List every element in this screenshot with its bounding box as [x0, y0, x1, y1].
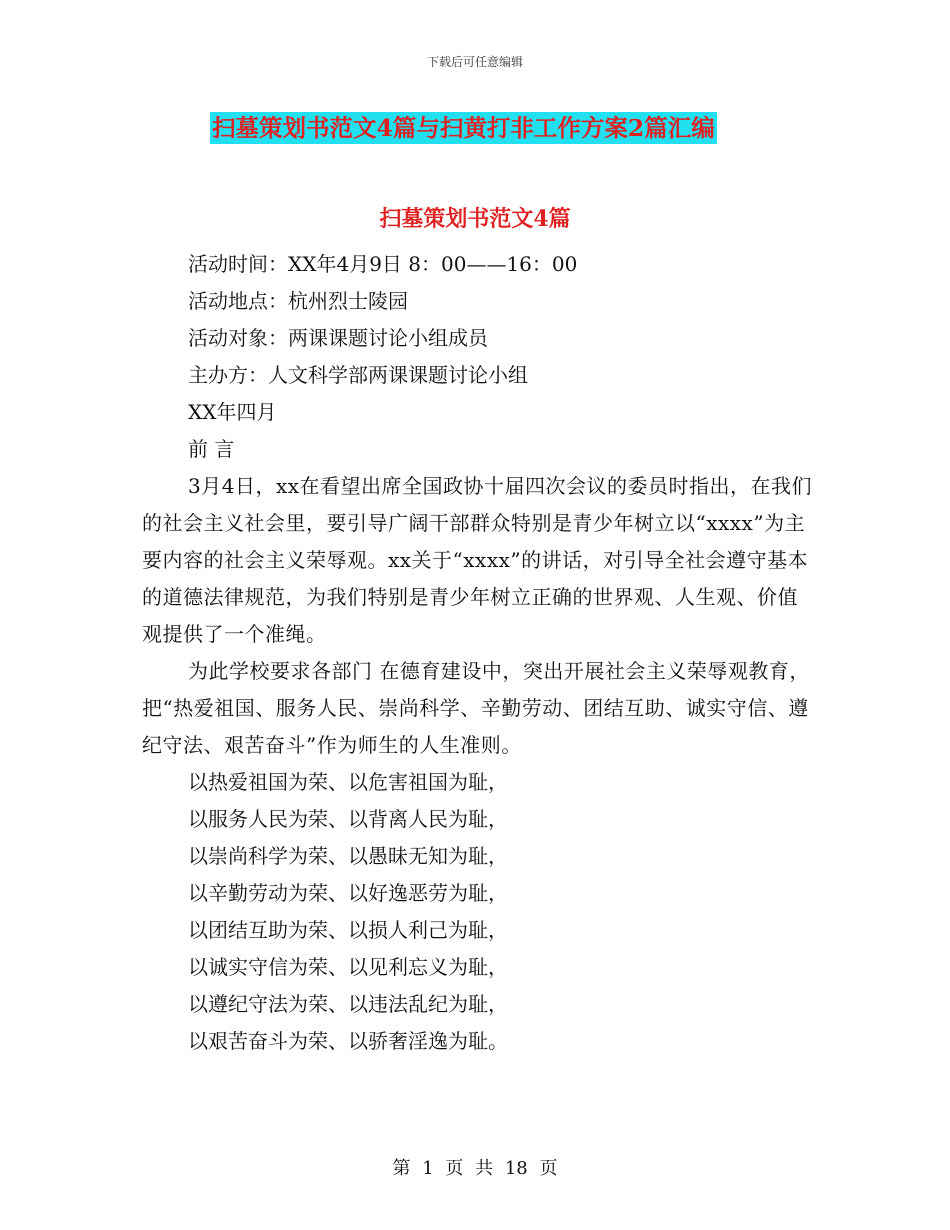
- page-footer: 第 1 页 共 18 页: [392, 1158, 558, 1179]
- honor-line: 以服务人民为荣、以背离人民为耻，: [188, 807, 508, 831]
- main-title: 扫墓策划书范文4篇与扫黄打非工作方案2篇汇编: [212, 114, 715, 142]
- info-line-time: 活动时间：XX年4月9日 8：00——16：00: [188, 252, 578, 276]
- preface-heading: 前 言: [188, 437, 235, 461]
- section-title: 扫墓策划书范文4篇: [379, 206, 571, 232]
- document-body: [142, 246, 812, 1060]
- info-line-organizer: 主办方：人文科学部两课课题讨论小组: [188, 363, 528, 387]
- info-line-date: XX年四月: [188, 400, 277, 424]
- honor-line: 以诚实守信为荣、以见利忘义为耻，: [188, 955, 508, 979]
- honor-line: 以遵纪守法为荣、以违法乱纪为耻，: [188, 992, 508, 1016]
- honor-line: 以团结互助为荣、以损人利己为耻，: [188, 918, 508, 942]
- paragraph: 为此学校要求各部门 在德育建设中，突出开展社会主义荣辱观教育，把“热爱祖国、服务人民、崇尚科学、辛勤劳动、团结互助、诚实守信、遵纪守法、艰苦奋斗”作为师生的人生准则。: [142, 659, 810, 757]
- honor-line: 以崇尚科学为荣、以愚昧无知为耻，: [188, 844, 508, 868]
- header-note: 下载后可任意编辑: [426, 55, 523, 69]
- paragraph: 3月4日，xx在看望出席全国政协十届四次会议的委员时指出，在我们的社会主义社会里，要引导广阔干部群众特别是青少年树立以“xxxx”为主要内容的社会主义荣辱观。xx关于“xxxx”的讲话，对引导全社会遵守基本的道德法律规范，为我们特别是青少年树立正确的世界观、人生观、价值观提供了一个准绳。: [142, 474, 813, 646]
- info-line-place: 活动地点：杭州烈士陵园: [188, 289, 408, 313]
- info-line-audience: 活动对象：两课课题讨论小组成员: [188, 326, 488, 350]
- honor-line: 以热爱祖国为荣、以危害祖国为耻，: [188, 770, 508, 794]
- honor-line: 以辛勤劳动为荣、以好逸恶劳为耻，: [188, 881, 508, 905]
- honor-line: 以艰苦奋斗为荣、以骄奢淫逸为耻。: [188, 1029, 508, 1053]
